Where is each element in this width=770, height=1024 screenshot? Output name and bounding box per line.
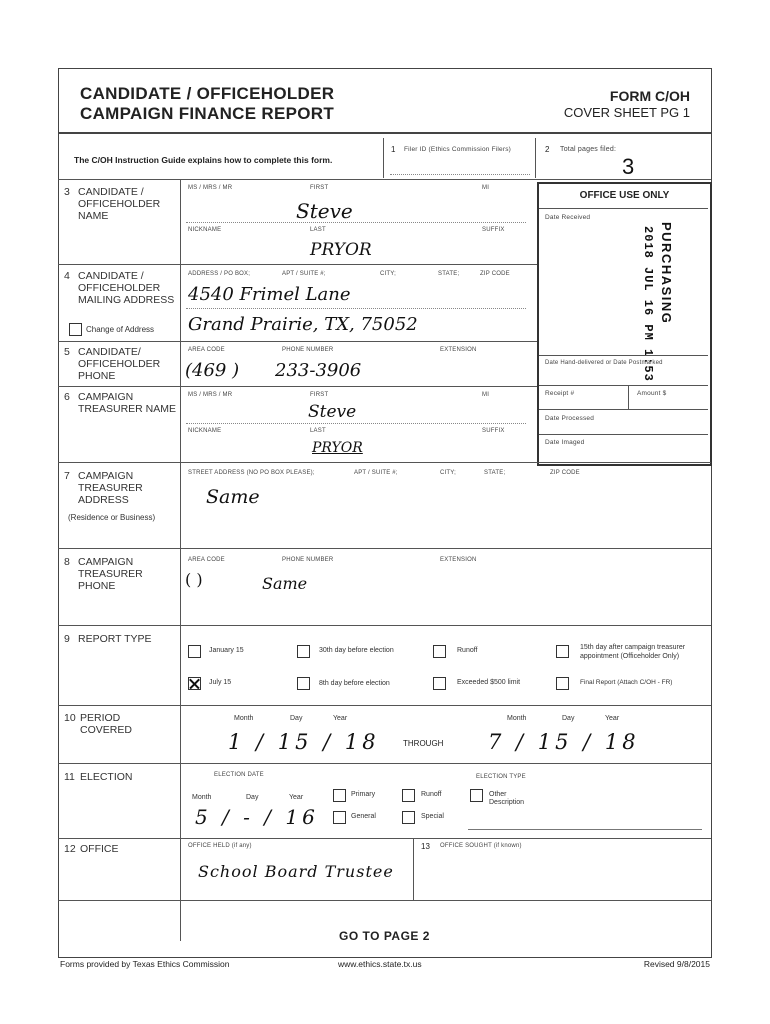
- election-description-label: Description: [489, 799, 525, 806]
- report-runoff-label: Runoff: [457, 647, 478, 654]
- report-final-label: Final Report (Attach C/OH - FR): [580, 679, 673, 686]
- form-title-line1: CANDIDATE / OFFICEHOLDER: [80, 84, 335, 103]
- election-runoff-label: Runoff: [421, 791, 442, 798]
- s7-residence-label: (Residence or Business): [68, 513, 156, 522]
- total-pages-value[interactable]: 3: [622, 154, 635, 179]
- s11-day-label: Day: [246, 794, 259, 801]
- election-other-label: Other: [489, 791, 507, 798]
- s4-apt-label: APT / SUITE #;: [282, 271, 326, 277]
- s12-label: OFFICE: [80, 843, 119, 855]
- s11-date-label: ELECTION DATE: [214, 772, 264, 778]
- office-use-title: OFFICE USE ONLY: [579, 190, 670, 201]
- report-exceeded-label: Exceeded $500 limit: [457, 679, 521, 686]
- s4-state-label: STATE;: [438, 271, 460, 277]
- s10-label: PERIOD COVERED: [80, 712, 132, 736]
- s6-last-value[interactable]: PRYOR: [312, 440, 363, 456]
- report-15th-label: 15th day after campaign treasurer appointment (Officeholder Only): [580, 644, 686, 660]
- s10-num: 10: [64, 712, 76, 724]
- s10-to-value[interactable]: 7 / 15 / 18: [488, 730, 640, 754]
- form-title-line2: CAMPAIGN FINANCE REPORT: [80, 104, 335, 123]
- s6-mi-label: MI: [482, 392, 490, 398]
- s6-ms-label: MS / MRS / MR: [188, 392, 233, 398]
- footer-provided: Forms provided by Texas Ethics Commission: [60, 959, 230, 969]
- s4-line1-value[interactable]: 4540 Frimel Lane: [188, 284, 351, 305]
- s9-num: 9: [64, 633, 70, 645]
- s7-value[interactable]: Same: [206, 486, 260, 508]
- s6-last-label: LAST: [310, 428, 326, 434]
- report-jan15-label: January 15: [209, 647, 244, 654]
- s3-ms-label: MS / MRS / MR: [188, 185, 233, 191]
- s4-line2-value[interactable]: Grand Prairie, TX, 75052: [188, 314, 418, 335]
- total-pages-label: Total pages filed:: [560, 146, 617, 153]
- report-8th-label: 8th day before election: [319, 680, 390, 687]
- report-30th-label: 30th day before election: [319, 647, 394, 654]
- s5-area-label: AREA CODE: [188, 347, 225, 353]
- s8-area-value[interactable]: ( ): [185, 570, 203, 589]
- s12-held-label: OFFICE HELD (if any): [188, 843, 252, 849]
- s7-street-label: STREET ADDRESS (NO PO BOX PLEASE);: [188, 470, 315, 476]
- s3-last-value[interactable]: PRYOR: [310, 240, 372, 260]
- election-special-checkbox[interactable]: [402, 811, 415, 824]
- s3-first-label: FIRST: [310, 185, 329, 191]
- s4-address-label: ADDRESS / PO BOX;: [188, 271, 251, 277]
- s4-zip-label: ZIP CODE: [480, 271, 510, 277]
- report-jan15-checkbox[interactable]: [188, 645, 201, 658]
- s6-suffix-label: SUFFIX: [482, 428, 505, 434]
- s8-ext-label: EXTENSION: [440, 557, 477, 563]
- s10-to-month-label: Month: [507, 715, 527, 722]
- s11-type-label: ELECTION TYPE: [476, 774, 526, 780]
- s4-label: CANDIDATE / OFFICEHOLDER MAILING ADDRESS: [78, 270, 175, 306]
- goto-page-2: GO TO PAGE 2: [339, 929, 430, 943]
- report-jul15-checkbox[interactable]: [188, 677, 201, 690]
- s10-through-label: THROUGH: [403, 739, 444, 748]
- s7-city-label: CITY;: [440, 470, 456, 476]
- instruction-text: The C/OH Instruction Guide explains how to complete this form.: [74, 155, 333, 165]
- s6-nickname-label: NICKNAME: [188, 428, 222, 434]
- s12-num: 12: [64, 843, 76, 855]
- report-jul15-label: July 15: [209, 679, 232, 686]
- s5-phone-value[interactable]: 233-3906: [275, 360, 362, 381]
- s3-last-label: LAST: [310, 227, 326, 233]
- s6-first-label: FIRST: [310, 392, 329, 398]
- receipt-label: Receipt #: [545, 390, 575, 397]
- s8-phone-value[interactable]: Same: [262, 574, 308, 593]
- election-primary-checkbox[interactable]: [333, 789, 346, 802]
- s8-area-label: AREA CODE: [188, 557, 225, 563]
- s11-label: ELECTION: [80, 771, 133, 783]
- report-8th-checkbox[interactable]: [297, 677, 310, 690]
- s3-label: CANDIDATE / OFFICEHOLDER NAME: [78, 186, 161, 222]
- s10-to-year-label: Year: [605, 715, 620, 722]
- date-imaged-label: Date Imaged: [545, 439, 585, 446]
- s4-city-label: CITY;: [380, 271, 396, 277]
- s4-num: 4: [64, 270, 70, 282]
- received-stamp: [640, 222, 690, 382]
- s10-from-month-label: Month: [234, 715, 254, 722]
- s10-to-day-label: Day: [562, 715, 575, 722]
- date-hand-delivered-label: Date Hand-delivered or Date Postmarked: [545, 360, 663, 366]
- s10-from-year-label: Year: [333, 715, 348, 722]
- report-15th-checkbox[interactable]: [556, 645, 569, 658]
- s5-label: CANDIDATE/ OFFICEHOLDER PHONE: [78, 346, 161, 382]
- s13-label: OFFICE SOUGHT (if known): [440, 843, 522, 849]
- s3-mi-label: MI: [482, 185, 490, 191]
- date-received-label: Date Received: [545, 214, 591, 221]
- change-address-checkbox[interactable]: [69, 323, 82, 336]
- s9-label: REPORT TYPE: [78, 633, 152, 645]
- report-30th-checkbox[interactable]: [297, 645, 310, 658]
- report-exceeded-checkbox[interactable]: [433, 677, 446, 690]
- s5-ext-label: EXTENSION: [440, 347, 477, 353]
- s3-first-value[interactable]: Steve: [296, 199, 353, 223]
- s8-label: CAMPAIGN TREASURER PHONE: [78, 556, 143, 592]
- s5-area-value[interactable]: (469 ): [185, 360, 240, 381]
- s7-state-label: STATE;: [484, 470, 506, 476]
- election-runoff-checkbox[interactable]: [402, 789, 415, 802]
- filer-id-label: Filer ID (Ethics Commission Filers): [404, 146, 512, 153]
- s3-suffix-label: SUFFIX: [482, 227, 505, 233]
- s10-from-day-label: Day: [290, 715, 303, 722]
- report-runoff-checkbox[interactable]: [433, 645, 446, 658]
- s3-num: 3: [64, 186, 70, 198]
- s3-nickname-label: NICKNAME: [188, 227, 222, 233]
- s11-month-label: Month: [192, 794, 212, 801]
- footer-revised: Revised 9/8/2015: [643, 959, 710, 969]
- s10-from-value[interactable]: 1 / 15 / 18: [228, 730, 380, 754]
- s6-label: CAMPAIGN TREASURER NAME: [78, 391, 177, 415]
- s5-phone-label: PHONE NUMBER: [282, 347, 334, 353]
- form-subtitle: COVER SHEET PG 1: [563, 105, 690, 120]
- footer-url[interactable]: www.ethics.state.tx.us: [338, 959, 422, 969]
- filer-id-number: 1: [391, 145, 396, 154]
- s5-num: 5: [64, 346, 70, 358]
- s7-apt-label: APT / SUITE #;: [354, 470, 398, 476]
- election-special-label: Special: [421, 813, 444, 820]
- s11-year-label: Year: [289, 794, 304, 801]
- s13-num: 13: [421, 842, 430, 851]
- s11-num: 11: [64, 771, 75, 783]
- stamp-purchasing: PURCHASING: [659, 222, 674, 325]
- s7-label: CAMPAIGN TREASURER ADDRESS: [78, 470, 143, 506]
- s8-phone-label: PHONE NUMBER: [282, 557, 334, 563]
- s7-zip-label: ZIP CODE: [550, 470, 580, 476]
- date-processed-label: Date Processed: [545, 415, 595, 422]
- s6-first-value[interactable]: Steve: [308, 402, 357, 422]
- election-general-checkbox[interactable]: [333, 811, 346, 824]
- change-address-label: Change of Address: [86, 325, 155, 334]
- form-id: FORM C/OH: [609, 88, 690, 104]
- s8-num: 8: [64, 556, 70, 568]
- election-primary-label: Primary: [351, 791, 376, 798]
- s11-date-value[interactable]: 5 / - / 16: [195, 805, 319, 829]
- amount-label: Amount $: [637, 390, 667, 397]
- report-final-checkbox[interactable]: [556, 677, 569, 690]
- election-other-checkbox[interactable]: [470, 789, 483, 802]
- s7-num: 7: [64, 470, 70, 482]
- s12-held-value[interactable]: School Board Trustee: [198, 862, 394, 881]
- election-general-label: General: [351, 813, 376, 820]
- total-pages-number: 2: [545, 145, 550, 154]
- s6-num: 6: [64, 391, 70, 403]
- stamp-date: 2018 JUL 16 PM 1:53: [641, 226, 655, 382]
